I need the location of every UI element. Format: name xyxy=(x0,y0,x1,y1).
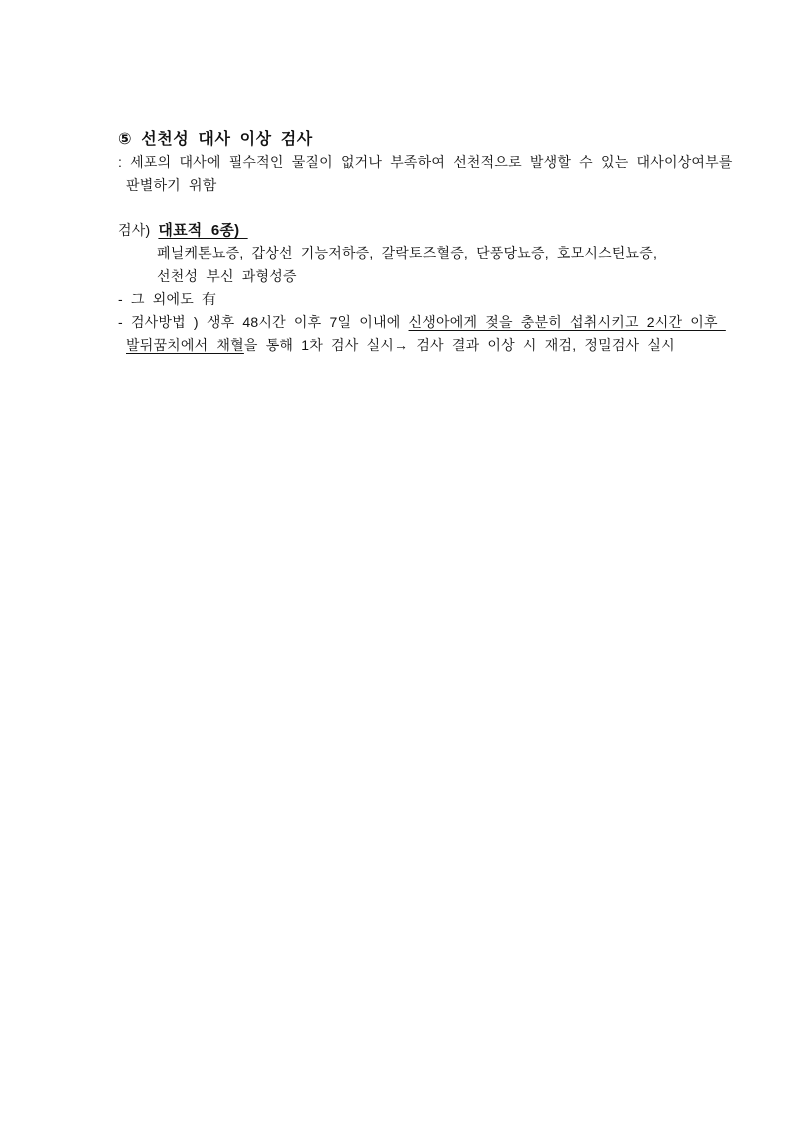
method-rest: 을 통해 1차 검사 실시→ 검사 결과 이상 시 재검, 정밀검사 실시 xyxy=(243,337,675,353)
note-others: - 그 외에도 有 xyxy=(118,291,217,307)
document-content xyxy=(118,128,738,357)
tests-list-line-1: 페닐케톤뇨증, 갑상선 기능저하증, 갈락토즈혈증, 단풍당뇨증, 호모시스틴뇨증, xyxy=(157,245,658,261)
tests-label: 검사) xyxy=(118,222,159,238)
tests-heading: 대표적 6종) xyxy=(158,222,248,239)
section-title: ⑤ 선천성 대사 이상 검사 xyxy=(118,131,313,148)
method-line-1 xyxy=(118,311,738,334)
purpose-line-2: 판별하기 위함 xyxy=(126,177,217,193)
tests-list-line-2: 선천성 부신 과형성증 xyxy=(157,268,297,284)
method-underlined-part-2: 발뒤꿈치에서 채혈 xyxy=(126,337,244,353)
method-underlined-part-1: 신생아에게 젖을 충분히 섭취시키고 2시간 이후 xyxy=(408,314,726,330)
method-prefix: - 검사방법 ) 생후 48시간 이후 7일 이내에 xyxy=(118,314,409,330)
method-line-2 xyxy=(118,334,738,357)
tests-heading-line xyxy=(118,219,738,242)
purpose-line-1: : 세포의 대사에 필수적인 물질이 없거나 부족하여 선천적으로 발생할 수 있는 대사이상여부를 xyxy=(118,154,733,170)
